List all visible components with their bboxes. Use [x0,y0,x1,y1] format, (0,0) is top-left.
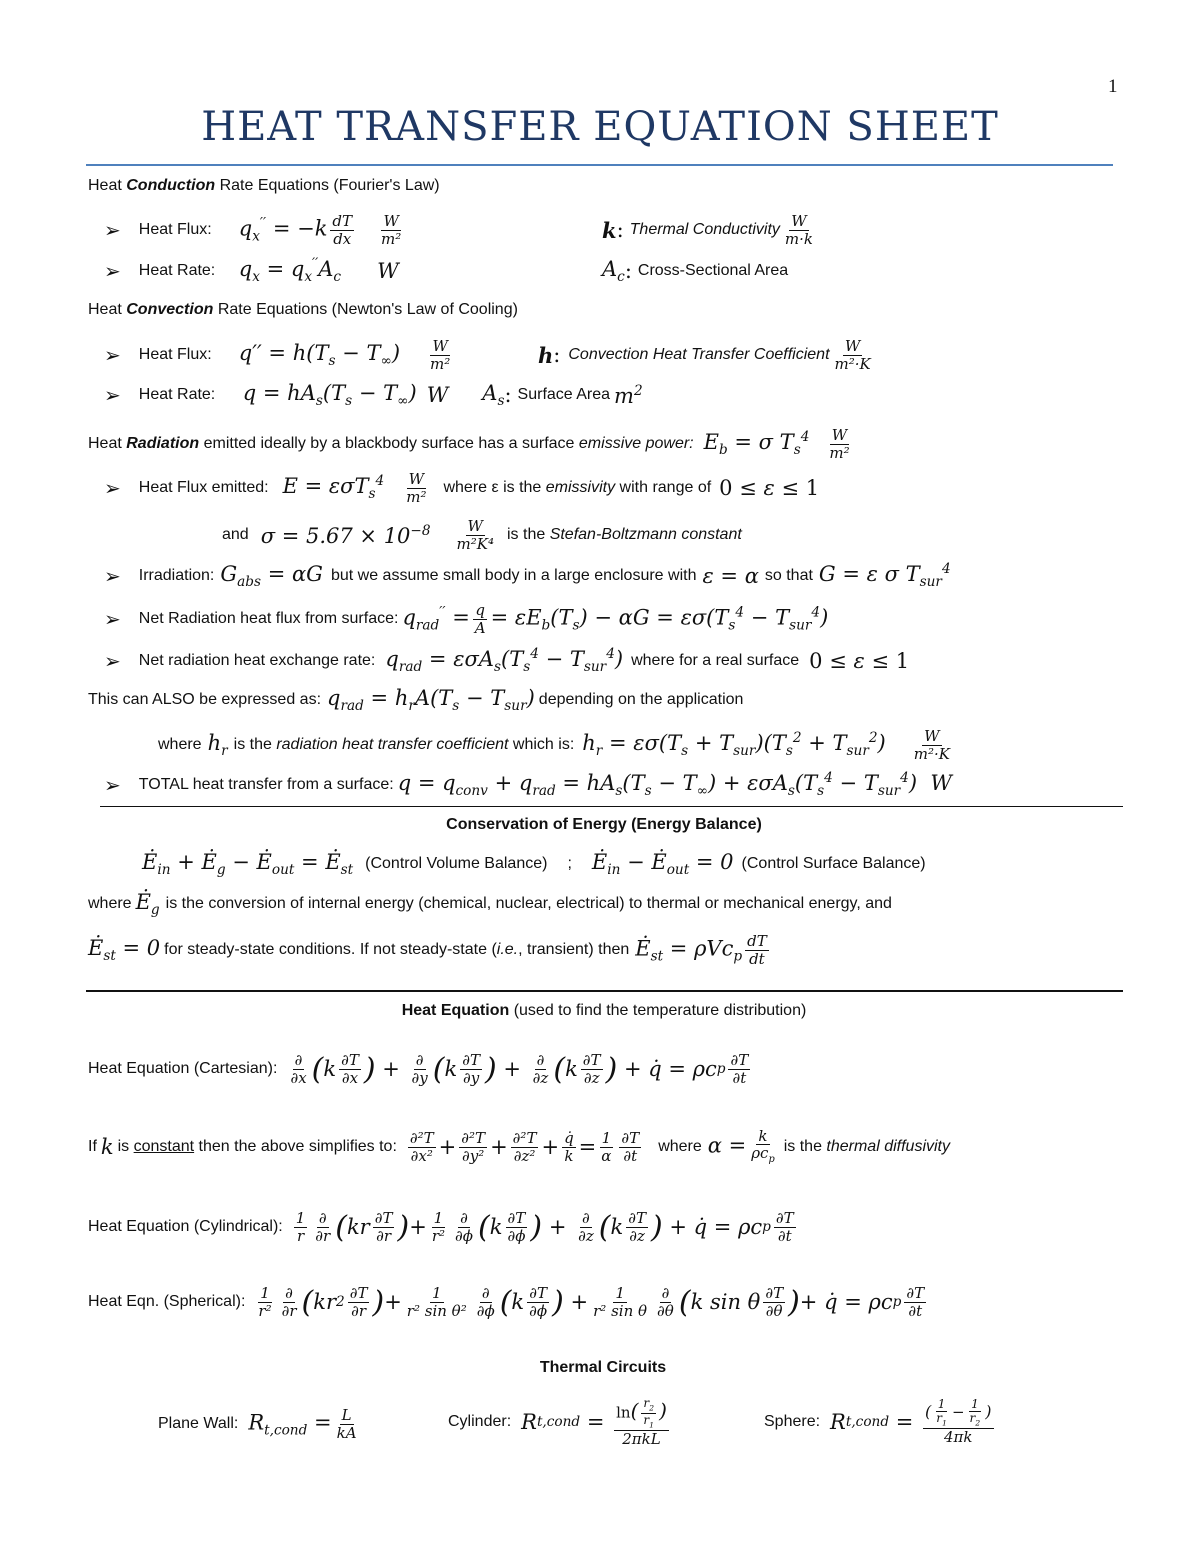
energy-balance-row: $Ė_{in}$ + $Ė_g$ − $Ė_{out}$ = $Ė_{st}$ (Control Volume Balance) ; $Ė_{in}$ − $Ė_{out} = 0$ (Control Surface Balance) [142,849,926,879]
conduction-rate-label: Heat Rate: [138,262,216,279]
energy-heading: Conservation of Energy (Energy Balance) [446,816,762,833]
convection-rate-label: Heat Rate: [138,386,216,403]
net-radiation-flux-row: ➢ Net Radiation heat flux from surface: $q_{rad}''$ = $\frac{q}{A}$ = $\varepsilon E_b(T_s) - \alpha G = \varepsilon\sigma(T_s^4 - T_{sur}^4)$ [104,601,829,637]
page-title: HEAT TRANSFER EQUATION SHEET [201,104,999,150]
convection-rate-equation: $q = hA_s(T_s - T_\infty)$ [242,380,417,410]
arrow-bullet-icon: ➢ [104,773,121,797]
unit-w-m2: $\frac{W}{\text{m²}}$ [381,212,402,248]
conduction-flux-equation: $q_x'' = -k$ $\frac{dT}{dx}$ [238,212,353,248]
conduction-rate-row: ➢ Heat Rate: $q_x = q_x''A_c$ W [104,256,399,286]
plane-wall-resistance: Plane Wall: $R_{t,cond}$ = $\frac{L}{kA}$ [158,1406,357,1442]
cylinder-resistance: Cylinder: R t,cond = ln( $\frac{r_2}{r_1}$ ) 2πkL [448,1395,667,1448]
conduction-rate-equation: $q_x = q_x''A_c$ [238,256,342,286]
constant-k-row: If k is constant then the above simplifies to: $\frac{\text{∂²T}}{\text{∂x²}}$ + $\frac{\text{∂²T}}{\text{∂y²}}$ + $\frac{\text{∂²T}}{\text{∂z²}}$ + $\frac{q̇}{k}$ = $\frac{1}{\alpha}$ $\frac{\partial T}{\partial t}$ where α = $\frac{k}{\rho c_p}$ is the thermal diffusivity [88,1126,950,1166]
arrow-bullet-icon: ➢ [104,383,121,407]
irradiation-row: ➢ Irradiation: $G_{abs} = \alpha G$ but we assume small body in a large enclosure with ε = α so that G = ε σ $T_{sur}^4$ [104,561,951,591]
steady-state-row: $Ė_{st} = 0$ for steady-state conditions. If not steady-state (i.e., transient) then $Ė_{st} = \rho Vc_p$ $\frac{dT}{dt}$ [88,932,767,968]
energy-where-row: where $Ė_g$ is the conversion of internal energy (chemical, nuclear, electrical) to thermal or mechanical energy, and [88,889,892,919]
conduction-flux-row [104,208,406,252]
h-definition: h : Convection Heat Transfer Coefficient $\frac{W}{\text{m²·K}}$ [538,337,871,373]
also-expressed-row: This can ALSO be expressed as: $q_{rad} = h_rA(T_s - T_{sur})$ depending on the application [88,685,744,715]
arrow-bullet-icon: ➢ [104,218,121,242]
convection-flux-row: ➢ Heat Flux: $q'' = h(T_s - T_\infty)$ $\frac{W}{\text{m²}}$ [104,337,451,373]
hr-definition-row: where $h_r$ is the radiation heat transfer coefficient which is: $h_r = \varepsilon\sigma(T_s + T_{sur})(T_s^2 + T_{sur}^2)$ $\frac{W}{\text{m²·K}}$ [158,727,950,763]
arrow-bullet-icon: ➢ [104,649,121,673]
radiation-flux-row: ➢ Heat Flux emitted: E = εσT$_s^4$ $\frac{W}{\text{m²}}$ where ε is the emissivity with range of 0 ≤ ε ≤ 1 [104,470,820,506]
conduction-flux-label: Heat Flux: [138,221,212,238]
sphere-resistance: Sphere: R t,cond = ( $\frac{1}{r_1}$ − $\frac{1}{r_2}$ ) 4πk [764,1397,992,1447]
arrow-bullet-icon: ➢ [104,476,121,500]
spherical-row: Heat Eqn. (Spherical): $\frac{1}{\text{r²}}$ $\frac{\partial}{\partial r}$ ( kr 2 $\frac{\partial T}{\partial r}$ ) + $\frac{1}{\text{r² sin θ²}}$ $\frac{\partial}{\partial\phi}$ ( k $\frac{\partial T}{\partial\phi}$ ) + $\frac{1}{\text{r² sin θ}}$ $\frac{\partial}{\partial\theta}$ ( k sin θ $\frac{\partial T}{\partial\theta}$ ) + q̇ = ρc p $\frac{\partial T}{\partial t}$ [88,1284,925,1320]
cylindrical-row: Heat Equation (Cylindrical): $\frac{1}{r}$ $\frac{\partial}{\partial r}$ ( kr $\frac{\partial T}{\partial r}$ ) + $\frac{1}{\text{r²}}$ $\frac{\partial}{\partial\phi}$ ( k $\frac{\partial T}{\partial\phi}$ ) + $\frac{\partial}{\partial z}$ ( k $\frac{\partial T}{\partial z}$ ) + q̇ = ρc p $\frac{\partial T}{\partial t}$ [88,1209,794,1245]
ac-definition: $A_c$ : Cross-Sectional Area [602,256,789,286]
heat-equation-heading: Heat Equation (used to find the temperature distribution) [401,1002,807,1019]
thermal-circuits-heading: Thermal Circuits [539,1359,667,1376]
k-definition: k : Thermal Conductivity $\frac{W}{m\cdot k}$ [602,212,814,248]
conduction-heading: Heat Conduction Rate Equations (Fourier's Law) [88,177,440,194]
convection-heading: Heat Convection Rate Equations (Newton's Law of Cooling) [88,301,518,318]
page-number: 1 [1108,76,1118,97]
net-radiation-rate-row: ➢ Net radiation heat exchange rate: $q_{rad} = \varepsilon\sigma A_s(T_s^4 - T_{sur}^4)$ where for a real surface 0 ≤ ε ≤ 1 [104,646,910,676]
convection-flux-equation: $q'' = h(T_s - T_\infty)$ [238,340,401,370]
total-heat-transfer-row: ➢ TOTAL heat transfer from a surface: $q = q_{conv} + q_{rad} = hA_s(T_s - T_\infty) + \varepsilon\sigma A_s(T_s^4 - T_{sur}^4)$ W [104,770,952,800]
stefan-boltzmann-row: and $\sigma = 5.67 \times 10^{-8}$ $\frac{W}{\text{m²K⁴}}$ is the Stefan-Boltzmann constant [222,517,742,553]
arrow-bullet-icon: ➢ [104,564,121,588]
cartesian-row: Heat Equation (Cartesian): $\frac{\partial}{\partial x}$ ( k $\frac{\partial T}{\partial x}$ ) + $\frac{\partial}{\partial y}$ ( k $\frac{\partial T}{\partial y}$ ) + $\frac{\partial}{\partial z}$ ( k $\frac{\partial T}{\partial z}$ ) + q̇ = ρc p $\frac{\partial T}{\partial t}$ [88,1051,749,1087]
divider [86,990,1123,992]
radiation-intro: Heat Radiation emitted ideally by a blackbody surface has a surface emissive power: $E_b = \sigma$ $T_s^4$ $\frac{W}{\text{m²}}$ [88,426,850,462]
convection-flux-label: Heat Flux: [138,346,212,363]
divider [100,806,1123,807]
arrow-bullet-icon: ➢ [104,259,121,283]
title-underline [86,164,1113,166]
convection-rate-row: ➢ Heat Rate: $q = hA_s(T_s - T_\infty)$ W $A_s$ : Surface Area $m^2$ [104,380,643,410]
arrow-bullet-icon: ➢ [104,343,121,367]
arrow-bullet-icon: ➢ [104,607,121,631]
